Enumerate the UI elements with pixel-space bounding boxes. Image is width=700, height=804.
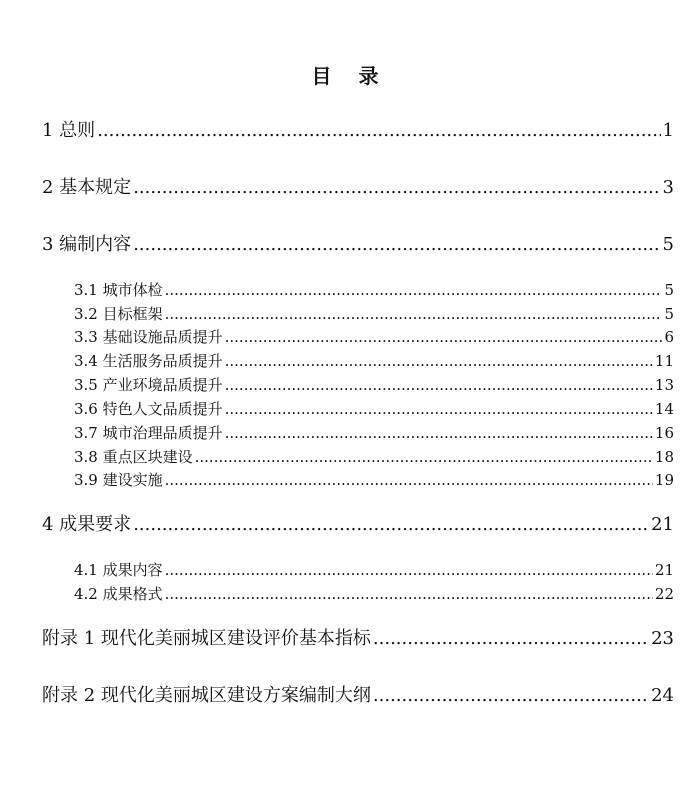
- toc-entry-page: 14: [654, 400, 674, 418]
- toc-entry-page: 5: [664, 281, 674, 299]
- toc-entry-page: 21: [654, 561, 674, 579]
- toc-entry-page: 11: [654, 352, 674, 370]
- toc-entry-page: 5: [664, 305, 674, 323]
- toc-title: 目 录: [311, 64, 389, 88]
- dot-leader: [97, 120, 660, 142]
- toc-entry-label: 3 编制内容: [42, 234, 132, 255]
- dot-leader: [225, 400, 653, 418]
- toc-entry-page: 13: [654, 376, 674, 394]
- dot-leader: [195, 448, 653, 466]
- dot-leader: [133, 514, 649, 536]
- toc-entry-label: 1 总则: [42, 120, 96, 141]
- toc-entry-label: 3.1 城市体检: [74, 281, 163, 299]
- toc-entry-4-2: [74, 585, 674, 603]
- toc-entry-label: 附录 1 现代化美丽城区建设评价基本指标: [42, 628, 371, 649]
- toc-entry-page: 24: [651, 685, 674, 706]
- toc-entry-label: 4 成果要求: [42, 514, 132, 535]
- toc-entry-page: 6: [664, 328, 674, 346]
- toc-entry-page: 16: [654, 424, 674, 442]
- toc-entry-4-1: [74, 561, 674, 579]
- toc-entry-label: 2 基本规定: [42, 177, 132, 198]
- toc-entry-3-1: [74, 281, 674, 299]
- toc-entry-label: 3.2 目标框架: [74, 305, 163, 323]
- toc-entry-3-9: [74, 471, 674, 489]
- dot-leader: [133, 234, 660, 256]
- dot-leader: [225, 424, 653, 442]
- toc-entry-label: 3.8 重点区块建设: [74, 448, 193, 466]
- dot-leader: [165, 281, 663, 299]
- dot-leader: [165, 585, 653, 603]
- toc-entry-3-5: [74, 376, 674, 394]
- dot-leader: [373, 628, 649, 650]
- toc-entry-appendix-2: [42, 685, 674, 707]
- toc-entry-label: 3.4 生活服务品质提升: [74, 352, 223, 370]
- toc-entry-3-7: [74, 424, 674, 442]
- toc-entry-label: 附录 2 现代化美丽城区建设方案编制大纲: [42, 685, 371, 706]
- toc-entry-label: 3.7 城市治理品质提升: [74, 424, 223, 442]
- dot-leader: [165, 561, 653, 579]
- toc-entry-label: 3.6 特色人文品质提升: [74, 400, 223, 418]
- toc-entry-3-2: [74, 305, 674, 323]
- toc-entry-3-8: [74, 448, 674, 466]
- toc-entry-appendix-1: [42, 628, 674, 650]
- toc-entry-4: [42, 514, 674, 536]
- dot-leader: [133, 177, 660, 199]
- toc-entry-label: 4.1 成果内容: [74, 561, 163, 579]
- toc-entry-page: 3: [662, 177, 674, 198]
- dot-leader: [225, 328, 663, 346]
- toc-entry-3-4: [74, 352, 674, 370]
- toc-entry-label: 4.2 成果格式: [74, 585, 163, 603]
- toc-entry-label: 3.9 建设实施: [74, 471, 163, 489]
- toc-entry-page: 22: [654, 585, 674, 603]
- toc-entry-3: [42, 234, 674, 256]
- toc-entry-page: 21: [651, 514, 674, 535]
- toc-entry-3-6: [74, 400, 674, 418]
- toc-entry-page: 1: [662, 120, 674, 141]
- dot-leader: [225, 352, 653, 370]
- toc-entry-3-3: [74, 328, 674, 346]
- dot-leader: [165, 471, 653, 489]
- dot-leader: [225, 376, 653, 394]
- toc-entry-page: 19: [654, 471, 674, 489]
- toc-entry-label: 3.5 产业环境品质提升: [74, 376, 223, 394]
- toc-entry-page: 5: [662, 234, 674, 255]
- toc-entry-label: 3.3 基础设施品质提升: [74, 328, 223, 346]
- toc-entry-page: 18: [654, 448, 674, 466]
- toc-entry-2: [42, 177, 674, 199]
- toc-entry-1: [42, 120, 674, 142]
- toc-entry-page: 23: [651, 628, 674, 649]
- dot-leader: [373, 685, 649, 707]
- dot-leader: [165, 305, 663, 323]
